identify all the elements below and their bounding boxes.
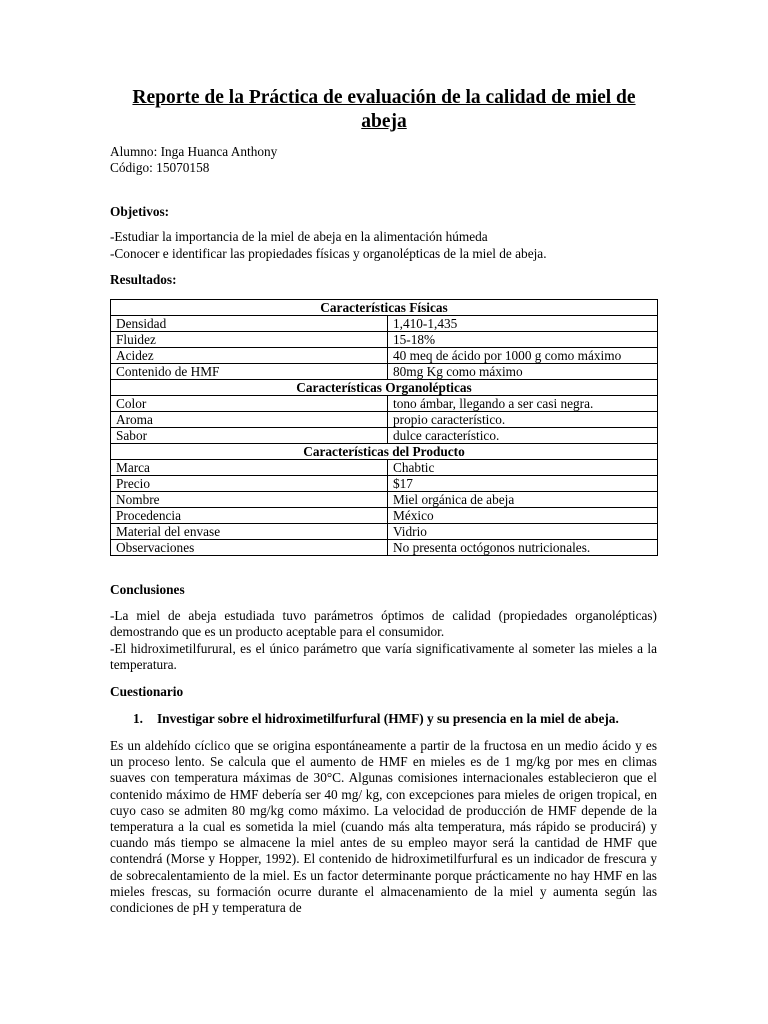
row-label: Procedencia: [111, 508, 388, 524]
row-value: Chabtic: [388, 460, 658, 476]
table-section-header: [111, 300, 658, 316]
table-row: [111, 364, 658, 380]
section-title: Características del Producto: [111, 444, 658, 460]
student-name: Alumno: Inga Huanca Anthony: [110, 144, 278, 159]
row-value: 80mg Kg como máximo: [388, 364, 658, 380]
row-label: Nombre: [111, 492, 388, 508]
question-number: 1.: [133, 711, 143, 726]
row-label: Precio: [111, 476, 388, 492]
row-value: 15-18%: [388, 332, 658, 348]
row-label: Aroma: [111, 412, 388, 428]
table-row: [111, 508, 658, 524]
answer-paragraph: Es un aldehído cíclico que se origina espontáneamente a partir de la fructosa en un medio ácido y es un proceso lento. Se calcula que el aumento de HMF en mieles es de 1 mg/kg por mes en climas suaves con temperatura máximas de 30°C. Algunas comisiones internacionales establecieron que el contenido máximo de HMF debería ser 40 mg/ kg, con excepciones para mieles de origen tropical, en cuyo caso se admiten 80 mg/kg como máximo. La velocidad de producción de HMF depende de la temperatura a la cual es sometida la miel (cuando más alta temperatura, más rápido se producirá) y cuando más tiempo se almacene la miel antes de su empleo mayor será la cantidad de HMF que contendrá (Morse y Hopper, 1992). El contenido de hidroximetilfurfural es un indicador de frescura y de sobrecalentamiento de la miel. Es un factor determinante porque prácticamente no hay HMF en las mieles frescas, su formación ocurre durante el almacenamiento de la miel y aumenta según las condiciones de pH y temperatura de: [110, 738, 657, 916]
question-item: [133, 711, 619, 727]
conclusion-paragraph: -El hidroximetilfurural, es el único parámetro que varía significativamente al someter las mieles a la temperatura.: [110, 641, 657, 673]
row-value: $17: [388, 476, 658, 492]
table-row: [111, 348, 658, 364]
objective-item: -Estudiar la importancia de la miel de abeja en la alimentación húmeda: [110, 229, 488, 244]
questionnaire-heading: Cuestionario: [110, 684, 184, 699]
row-value: México: [388, 508, 658, 524]
row-label: Marca: [111, 460, 388, 476]
table-row: [111, 412, 658, 428]
table-row: [111, 524, 658, 540]
row-value: tono ámbar, llegando a ser casi negra.: [388, 396, 658, 412]
table-row: [111, 492, 658, 508]
table-row: [111, 476, 658, 492]
row-label: Contenido de HMF: [111, 364, 388, 380]
row-value: propio característico.: [388, 412, 658, 428]
table-row: [111, 428, 658, 444]
table-row: [111, 396, 658, 412]
table-section-header: [111, 380, 658, 396]
row-label: Sabor: [111, 428, 388, 444]
results-heading: Resultados:: [110, 272, 177, 287]
question-text: Investigar sobre el hidroximetilfurfural (HMF) y su presencia en la miel de abeja.: [157, 711, 619, 726]
objectives-heading: Objetivos:: [110, 204, 170, 219]
results-table: [110, 299, 658, 556]
row-label: Densidad: [111, 316, 388, 332]
row-label: Acidez: [111, 348, 388, 364]
row-value: Vidrio: [388, 524, 658, 540]
table-row: [111, 540, 658, 556]
row-value: Miel orgánica de abeja: [388, 492, 658, 508]
table-section-header: [111, 444, 658, 460]
table-row: [111, 332, 658, 348]
page-title: Reporte de la Práctica de evaluación de la calidad de miel de abeja: [132, 87, 636, 132]
conclusion-paragraph: -La miel de abeja estudiada tuvo parámetros óptimos de calidad (propiedades organolépticas) demostrando que es un producto aceptable para el consumidor.: [110, 608, 657, 640]
row-value: No presenta octógonos nutricionales.: [388, 540, 658, 556]
table-row: [111, 460, 658, 476]
row-value: 40 meq de ácido por 1000 g como máximo: [388, 348, 658, 364]
row-value: dulce característico.: [388, 428, 658, 444]
row-label: Fluidez: [111, 332, 388, 348]
row-value: 1,410-1,435: [388, 316, 658, 332]
row-label: Color: [111, 396, 388, 412]
section-title: Características Físicas: [111, 300, 658, 316]
section-title: Características Organolépticas: [111, 380, 658, 396]
row-label: Material del envase: [111, 524, 388, 540]
table-row: [111, 316, 658, 332]
objective-item: -Conocer e identificar las propiedades físicas y organolépticas de la miel de abeja.: [110, 246, 547, 261]
conclusions-heading: Conclusiones: [110, 582, 185, 597]
row-label: Observaciones: [111, 540, 388, 556]
student-code: Código: 15070158: [110, 160, 210, 175]
